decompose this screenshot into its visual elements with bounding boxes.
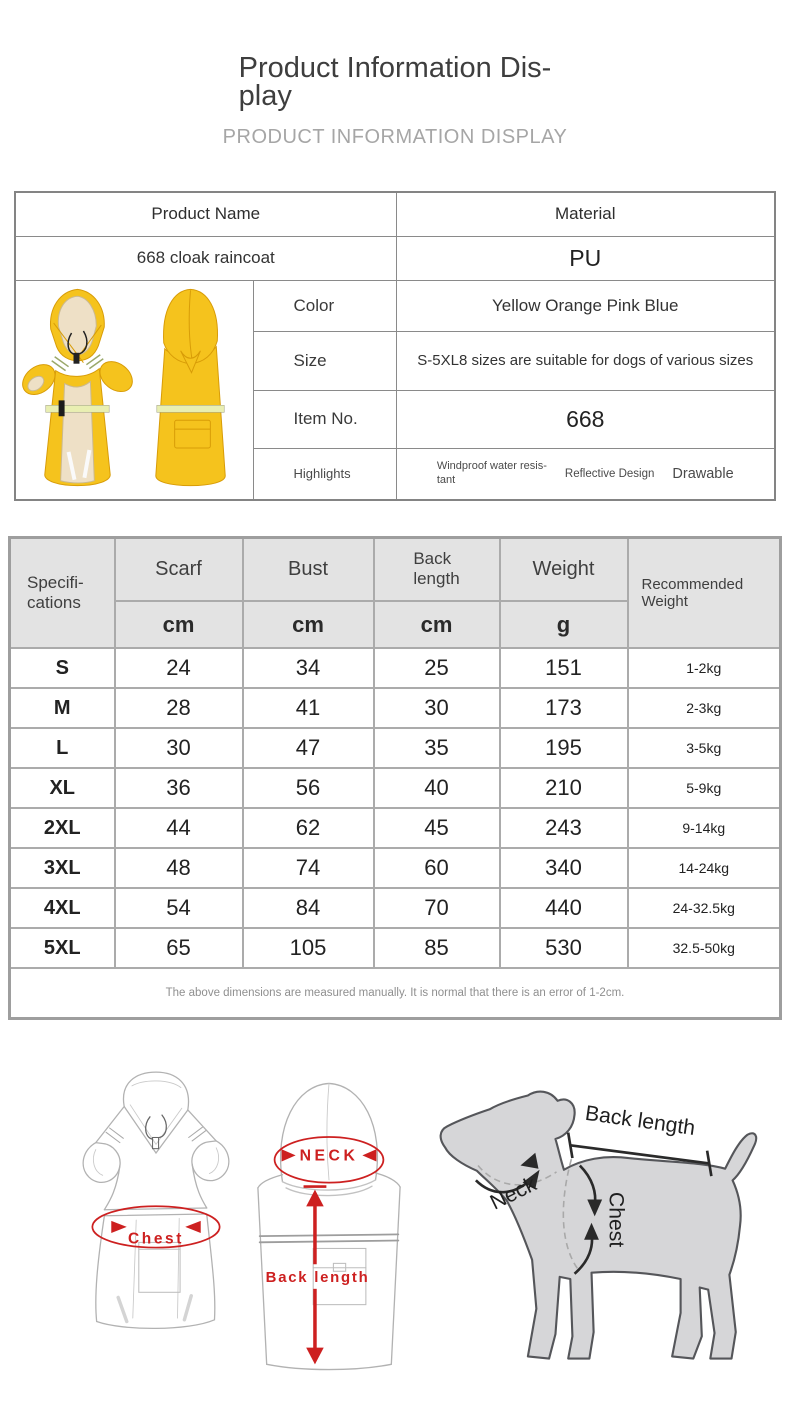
back-length-column-header: Back length	[374, 537, 500, 601]
weight-unit: g	[500, 601, 628, 648]
size-cell: S	[10, 648, 115, 688]
highlights-label: Highlights	[253, 448, 396, 499]
back-cell: 60	[374, 848, 500, 888]
bust-cell: 62	[243, 808, 374, 848]
back-cell: 35	[374, 728, 500, 768]
material-header: Material	[396, 192, 775, 236]
front-sketch-illustration	[70, 1058, 242, 1358]
back-cell: 45	[374, 808, 500, 848]
bust-cell: 74	[243, 848, 374, 888]
scarf-column-header: Scarf	[115, 537, 243, 601]
page-subtitle: PRODUCT INFORMATION DISPLAY	[222, 126, 568, 148]
dog-measure-illustration	[425, 1078, 775, 1375]
product-info-table	[14, 191, 776, 501]
rec-cell: 9-14kg	[628, 808, 781, 848]
scarf-cell: 65	[115, 928, 243, 968]
size-cell: 2XL	[10, 808, 115, 848]
size-row-m	[10, 688, 781, 728]
rec-cell: 3-5kg	[628, 728, 781, 768]
size-row-5xl	[10, 928, 781, 968]
size-cell: L	[10, 728, 115, 768]
rec-cell: 32.5-50kg	[628, 928, 781, 968]
color-value: Yellow Orange Pink Blue	[396, 280, 775, 331]
back-length-label: Back length	[265, 1268, 370, 1286]
highlight-item: Windproof water resis- tant	[436, 459, 547, 486]
raincoat-front-view	[17, 289, 138, 485]
raincoat-back-view	[156, 289, 225, 485]
size-row-l	[10, 728, 781, 768]
size-cell: M	[10, 688, 115, 728]
product-name-header: Product Name	[15, 192, 396, 236]
back-length-unit: cm	[374, 601, 500, 648]
bust-cell: 41	[243, 688, 374, 728]
recommended-weight-header: Recommended Weight	[628, 537, 781, 648]
right-arrow-icon	[185, 1220, 200, 1232]
left-arrow-icon	[111, 1220, 126, 1232]
weight-cell: 173	[500, 688, 628, 728]
highlight-item: Drawable	[672, 465, 734, 482]
measurement-note: The above dimensions are measured manually. It is normal that there is an error of 1-2cm.	[10, 968, 781, 1018]
weight-cell: 195	[500, 728, 628, 768]
bust-cell: 105	[243, 928, 374, 968]
back-length-annotation	[266, 1185, 370, 1364]
chest-measure-annotation	[92, 1206, 219, 1247]
bust-column-header: Bust	[243, 537, 374, 601]
dog-silhouette	[441, 1091, 757, 1358]
size-label: Size	[253, 331, 396, 390]
scarf-cell: 28	[115, 688, 243, 728]
dog-chest-label: Chest	[604, 1191, 628, 1247]
size-row-4xl	[10, 888, 781, 928]
size-row-s	[10, 648, 781, 688]
bust-cell: 47	[243, 728, 374, 768]
bust-unit: cm	[243, 601, 374, 648]
measurement-diagrams	[0, 1020, 790, 1427]
right-arrow-icon	[362, 1149, 376, 1161]
chest-label: Chest	[128, 1229, 184, 1247]
scarf-cell: 24	[115, 648, 243, 688]
size-cell: 5XL	[10, 928, 115, 968]
weight-cell: 151	[500, 648, 628, 688]
size-value: S-5XL8 sizes are suitable for dogs of various sizes	[396, 331, 775, 390]
color-label: Color	[253, 280, 396, 331]
bust-cell: 34	[243, 648, 374, 688]
product-photo	[15, 280, 253, 500]
neck-label: NECK	[299, 1147, 359, 1165]
scarf-cell: 44	[115, 808, 243, 848]
raincoat-photo-illustration	[16, 281, 252, 494]
rec-cell: 24-32.5kg	[628, 888, 781, 928]
rec-cell: 2-3kg	[628, 688, 781, 728]
size-row-3xl	[10, 848, 781, 888]
scarf-cell: 36	[115, 768, 243, 808]
product-name-value: 668 cloak raincoat	[15, 236, 396, 280]
weight-cell: 440	[500, 888, 628, 928]
back-sketch-illustration	[250, 1052, 408, 1394]
highlight-item: Reflective Design	[564, 467, 655, 480]
rec-cell: 1-2kg	[628, 648, 781, 688]
back-cell: 70	[374, 888, 500, 928]
back-cell: 85	[374, 928, 500, 968]
back-cell: 30	[374, 688, 500, 728]
scarf-cell: 30	[115, 728, 243, 768]
scarf-unit: cm	[115, 601, 243, 648]
size-chart-table	[8, 536, 782, 1020]
highlights-list	[398, 460, 773, 488]
bust-cell: 56	[243, 768, 374, 808]
scarf-cell: 48	[115, 848, 243, 888]
weight-cell: 340	[500, 848, 628, 888]
size-row-2xl	[10, 808, 781, 848]
weight-column-header: Weight	[500, 537, 628, 601]
size-cell: 4XL	[10, 888, 115, 928]
material-value: PU	[396, 236, 775, 280]
rec-cell: 5-9kg	[628, 768, 781, 808]
bust-cell: 84	[243, 888, 374, 928]
header-block	[0, 0, 790, 110]
back-cell: 40	[374, 768, 500, 808]
dog-neck-label: Neck	[486, 1172, 541, 1215]
spec-column-header: Specifi- cations	[10, 537, 115, 648]
rec-cell: 14-24kg	[628, 848, 781, 888]
size-cell: 3XL	[10, 848, 115, 888]
weight-cell: 243	[500, 808, 628, 848]
back-cell: 25	[374, 648, 500, 688]
left-arrow-icon	[282, 1149, 296, 1161]
item-no-label: Item No.	[253, 390, 396, 448]
scarf-cell: 54	[115, 888, 243, 928]
item-no-value: 668	[396, 390, 775, 448]
size-row-xl	[10, 768, 781, 808]
size-cell: XL	[10, 768, 115, 808]
dog-back-length-label: Back length	[583, 1101, 697, 1140]
page-title: Product Information Dis- play	[238, 52, 552, 112]
weight-cell: 530	[500, 928, 628, 968]
weight-cell: 210	[500, 768, 628, 808]
